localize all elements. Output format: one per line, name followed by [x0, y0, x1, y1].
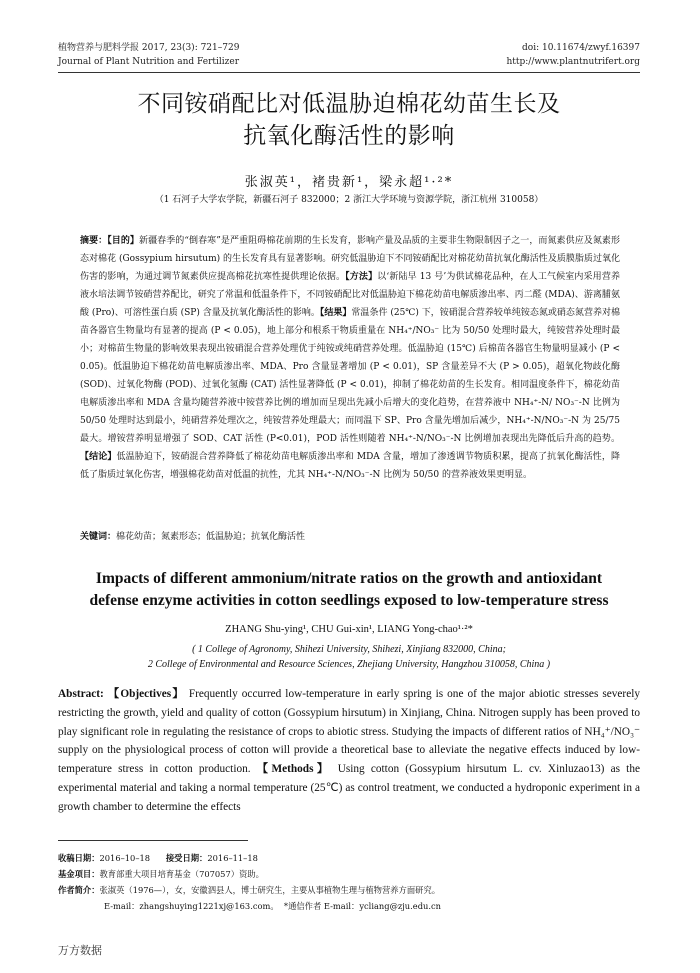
doi[interactable]: doi: 10.11674/zwyf.16397 — [522, 43, 640, 53]
keywords-cn-label: 关键词： — [80, 532, 117, 542]
abstract-cn-label: 摘要： — [80, 236, 108, 246]
author-email[interactable]: E-mail：zhangshuying1221xj@163.com。 — [104, 901, 279, 911]
fund-text: 教育部重大项目培育基金（707057）资助。 — [99, 869, 264, 879]
results-cn: 常温条件 (25℃) 下，铵硝混合营养较单纯铵态氮或硝态氮营养对棉苗各器官生物量均有显著的提高 (P < 0.05)，地上部分和根系干物质重量在 NH₄⁺/NO₃⁻ 比为 50/50 处理时最大，纯铵营养处理时最小；对棉苗生物量的影响效果表现出铵硝混合营养处理优于纯铵或纯硝营养处理。低温胁迫 (15℃) 后棉苗各器官生物量明显减小 (P < 0.05)。低温胁迫下棉花幼苗电解质渗出率、MDA、Pro 含量显著增加 (P < 0.01)，SP 含量差异不大 (P > 0.05)，超氧化物歧化酶 (SOD)、过氧化物酶 (POD)、过氧化氢酶 (CAT) 活性显著降低 (P < 0.01)，抑制了棉花幼苗的生长发育。相同温度条件下，棉花幼苗电解质渗出率和 MDA 含量均随营养液中铵营养比例的增加而呈现出先减小后增大的变化趋势，在营养液中 NH₄⁺-N/ NO₃⁻-N 比例为 50/50 处理时达到最小，纯硝营养处理次之，纯铵营养处理最大；而同温下 SP、Pro 含量先增加后减少，NH₄⁺-N/NO₃⁻-N 为 25/75 最大。增铵营养明显增强了 SOD、CAT 活性 (P<0.01)，POD 活性则随着 NH₄⁺-N/NO₃⁻-N 比例增加表现出先降低后升高的趋势。 — [80, 308, 620, 444]
keywords-cn-text: 棉花幼苗；氮素形态；低温胁迫；抗氧化酶活性 — [116, 532, 306, 542]
authors-en: ZHANG Shu-ying¹, CHU Gui-xin¹, LIANG Yong-chao¹·²* — [225, 624, 473, 635]
dates-line — [58, 850, 640, 866]
footnote-rule — [58, 840, 248, 841]
corresponding-email[interactable]: *通信作者 E-mail：ycliang@zju.edu.cn — [283, 901, 441, 911]
bio-text: 张淑英（1976—），女，安徽泗县人，博士研究生，主要从事植物生理与植物营养方面研究。 — [99, 885, 441, 895]
watermark: 万方数据 — [58, 944, 102, 957]
title-en-line1: Impacts of different ammonium/nitrate ratios on the growth and antioxidant — [95, 570, 603, 587]
journal-name-en: Journal of Plant Nutrition and Fertilizer — [58, 57, 240, 67]
email-line — [58, 898, 640, 914]
journal-url[interactable]: http://www.plantnutrifert.org — [506, 57, 640, 67]
objective-cn: 新疆春季的“倒春寒”是严重阻碍棉花前期的生长发育，影响产量及品质的主要非生物限制因子之一，而氮素供应及氮素形态对棉花 (Gossypium hirsutum) 的生长发育具有显著影响。研究低温胁迫下不同铵硝配比对棉花幼苗抗氧化酶活性及质膜脂质过氧化伤害的影响，为通过调节氮素供应提高棉花抗寒性提供理论依据。 — [80, 236, 620, 282]
affiliations-cn: （1 石河子大学农学院，新疆石河子 832000；2 浙江大学环境与资源学院，浙江杭州 310058） — [154, 195, 544, 205]
bio-label: 作者简介： — [58, 885, 100, 895]
running-header-line2 — [58, 56, 640, 68]
affiliation-en-line1: ( 1 College of Agronomy, Shihezi University, Shihezi, Xinjiang 832000, China; — [192, 644, 506, 655]
footnotes — [58, 850, 640, 914]
results-tag-cn: 【结果】 — [319, 308, 352, 318]
title-cn-line2: 抗氧化酶活性的影响 — [243, 123, 455, 149]
journal-citation-cn: 植物营养与肥料学报 2017, 23(3): 721–729 — [58, 43, 240, 53]
authors-cn: 张淑英¹，褚贵新¹，梁永超¹·²* — [244, 175, 454, 190]
keywords-cn — [80, 530, 620, 544]
abstract-en-label: Abstract: — [58, 688, 104, 700]
objective-tag-cn: 【目的】 — [107, 236, 140, 246]
fund-label: 基金项目： — [58, 869, 100, 879]
header-rule — [58, 72, 640, 73]
title-cn-line1: 不同铵硝配比对低温胁迫棉花幼苗生长及 — [137, 91, 561, 117]
title-en — [58, 568, 640, 612]
affiliation-en-line2: 2 College of Environmental and Resource Sciences, Zhejiang University, Hangzhou 310058, China ) — [147, 659, 551, 670]
affiliations-en — [58, 642, 640, 672]
bio-line — [58, 882, 640, 898]
methods-en: Using cotton (Gossypium hirsutum L. cv. Xinluzao13) as the experimental material and taking a normal temperature (25℃) as control treatment, we conducted a hydroponic experiment in a growth chamber to determine the effects — [58, 763, 640, 813]
conclusion-cn: 低温胁迫下，铵硝混合营养降低了棉花幼苗电解质渗出率和 MDA 含量，增加了渗透调节物质积累，提高了抗氧化酶活性，降低了脂质过氧化伤害，增强棉花幼苗对低温的抗性，尤其 NH₄⁺-N/NO₃⁻-N 比例为 50/50 的营养液效果更明显。 — [80, 452, 620, 480]
accepted-date: 2016–11–18 — [207, 853, 258, 863]
received-date: 2016–10–18 — [99, 853, 151, 863]
methods-tag-en: 【Methods】 — [256, 763, 332, 776]
methods-tag-cn: 【方法】 — [345, 272, 378, 282]
accepted-label: 接受日期： — [165, 853, 208, 863]
running-header — [58, 42, 640, 54]
title-en-line2: defense enzyme activities in cotton seedlings exposed to low-temperature stress — [89, 592, 609, 609]
fund-line — [58, 866, 640, 882]
methods-cn: 以‘新陆早 13 号’为供试棉花品种，在人工气候室内采用营养液水培法调节铵硝营养配比，研究了常温和低温条件下，不同铵硝配比对低温胁迫下棉花幼苗电解质渗出率、丙二醛 (MDA)、游离脯氨酸 (Pro)、可溶性蛋白质 (SP) 含量及抗氧化酶活性的影响。 — [80, 272, 620, 318]
received-label: 收稿日期： — [58, 853, 100, 863]
abstract-cn — [80, 232, 620, 484]
objectives-tag-en: 【Objectives】 — [107, 688, 185, 700]
objectives-en: Frequently occurred low-temperature in early spring is one of the major abiotic stresses severely restricting the growth, yield and quality of cotton (Gossypium hirsutum) in Xinjiang, China. Nitrogen supply has been proved to play significant role in regulating the resistance of crops to abiotic stress. Studying the impacts of different ratios of NH₄⁺/NO₃⁻ supply on the physiological process of cotton will provide a theoretical base to alleviate the negative effects induced by low-temperature stress in cotton production. — [58, 688, 640, 776]
abstract-en — [58, 685, 640, 817]
conclusion-tag-cn: 【结论】 — [80, 452, 117, 462]
title-cn — [58, 88, 640, 152]
